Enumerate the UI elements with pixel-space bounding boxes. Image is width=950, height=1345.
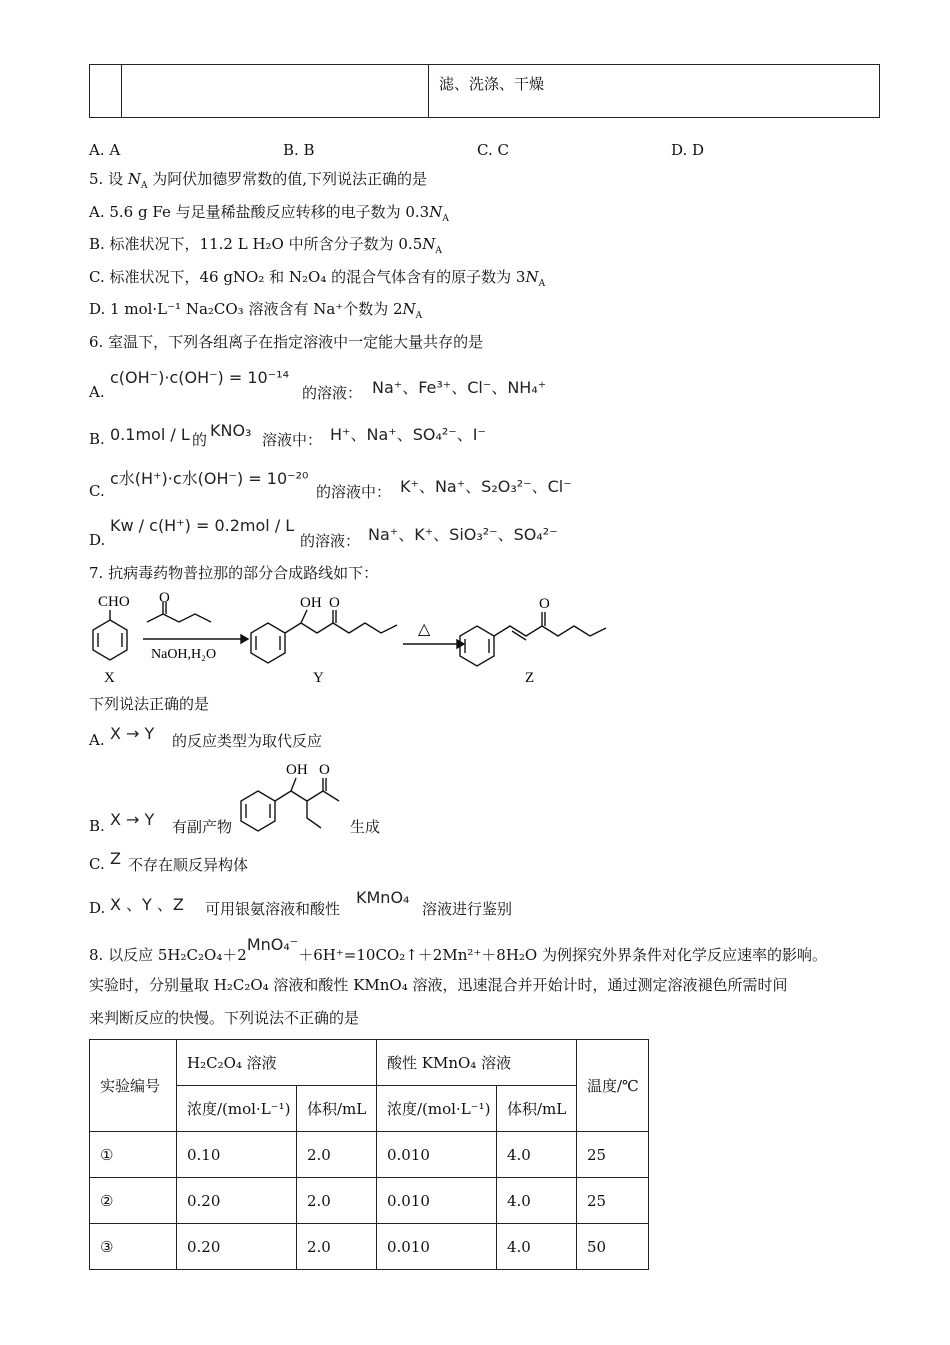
q7-c-text: 不存在顺反异构体 (128, 856, 249, 874)
q4-option-a: A. A (89, 141, 121, 159)
q7-b-label: B. (89, 817, 105, 835)
x-cho-label: CHO (98, 594, 130, 610)
q7-b-tail: 生成 (350, 818, 381, 836)
y-label: Y (313, 670, 324, 686)
header-vol-1: 体积/mL (297, 1086, 377, 1132)
q5-stem: 5. 设 $N_A$ 为阿伏加德罗常数的值,下列说法正确的是 (89, 170, 428, 191)
top-table-cell-2 (122, 65, 429, 118)
q8-line1: 8. 以反应 5H₂C₂O₄＋2MnO₄⁻＋6H⁺=10CO₂↑＋2Mn²⁺＋8H₂O 为例探究外界条件对化学反应速率的影响。 (89, 935, 828, 964)
q5-option-a: A. 5.6 g Fe 与足量稀盐酸反应转移的电子数为 $0.3N_A$ (89, 203, 449, 224)
q7-d-formula2: KMnO₄ (356, 888, 410, 907)
q6-c-text: 的溶液中： (316, 483, 392, 501)
q7-d-text: 可用银氨溶液和酸性 (205, 900, 341, 918)
q7-b-byproduct-structure (236, 758, 354, 833)
q4-option-c: C. C (477, 141, 509, 159)
q5-option-c: C. 标准状况下，46 gNO₂ 和 N₂O₄ 的混合气体含有的原子数为 $3N_A$ (89, 268, 546, 289)
header-exp-id: 实验编号 (90, 1040, 177, 1132)
q6-stem: 6. 室温下，下列各组离子在指定溶液中一定能大量共存的是 (89, 333, 484, 351)
z-o-label: O (539, 596, 550, 612)
heat-label: △ (418, 621, 431, 638)
q7-a-formula: X → Y (110, 724, 155, 743)
q6-a-ions: Na⁺、Fe³⁺、Cl⁻、NH₄⁺ (372, 378, 547, 397)
experiment-table (89, 1039, 649, 1270)
table-row: ② 0.20 2.0 0.010 4.0 25 (90, 1178, 649, 1224)
q6-c-label: C. (89, 482, 105, 500)
q6-b-ions: H⁺、Na⁺、SO₄²⁻、I⁻ (330, 425, 486, 444)
q6-b-text2: 溶液中： (262, 431, 323, 449)
q7-a-text: 的反应类型为取代反应 (172, 732, 323, 750)
q8-line3: 来判断反应的快慢。下列说法不正确的是 (89, 1009, 360, 1027)
q6-b-formula2: KNO₃ (210, 421, 252, 440)
q6-a-formula: c(OH⁻)·c(OH⁻) = 10⁻¹⁴ (110, 368, 289, 387)
x-label: X (104, 670, 115, 686)
q7-a-label: A. (89, 731, 105, 749)
q7-c-formula: Z (110, 849, 121, 868)
q6-c-ions: K⁺、Na⁺、S₂O₃²⁻、Cl⁻ (400, 477, 572, 496)
reagent-ketone (147, 614, 211, 622)
q7-d-tail: 溶液进行鉴别 (422, 900, 513, 918)
header-conc-2: 浓度/(mol·L⁻¹) (377, 1086, 497, 1132)
top-table-cell-3: 滤、洗涤、干燥 (429, 65, 880, 118)
q6-d-formula: Kw / c(H⁺) = 0.2mol / L (110, 516, 295, 535)
q4-option-b: B. B (283, 141, 315, 159)
table-row: ① 0.10 2.0 0.010 4.0 25 (90, 1132, 649, 1178)
y-oh-label: OH (300, 595, 322, 611)
top-table (89, 64, 880, 118)
table-row: ③ 0.20 2.0 0.010 4.0 50 (90, 1224, 649, 1270)
header-kmno4-solution: 酸性 KMnO₄ 溶液 (377, 1040, 577, 1086)
q7-c-label: C. (89, 855, 105, 873)
q5-option-b: B. 标准状况下，11.2 L H₂O 中所含分子数为 $0.5N_A$ (89, 235, 442, 256)
header-conc-1: 浓度/(mol·L⁻¹) (177, 1086, 297, 1132)
q8-line2: 实验时，分别量取 H₂C₂O₄ 溶液和酸性 KMnO₄ 溶液，迅速混合并开始计时，通过测定溶液褪色所需时间 (89, 976, 788, 994)
reagent-conditions: NaOH,H₂O (151, 647, 217, 662)
z-label: Z (525, 670, 535, 686)
q6-b-text1: 的 (192, 431, 208, 449)
top-table-cell-1 (90, 65, 122, 118)
q6-a-label: A. (89, 383, 105, 401)
q6-b-formula: 0.1mol / L (110, 425, 190, 444)
q7-b-text: 有副产物 (172, 818, 233, 836)
q6-d-label: D. (89, 531, 106, 549)
q7-b-formula: X → Y (110, 810, 155, 829)
b-o-label: O (319, 762, 330, 778)
y-o-label: O (329, 595, 340, 611)
header-temperature: 温度/℃ (577, 1040, 649, 1132)
q7-stem: 7. 抗病毒药物普拉那的部分合成路线如下： (89, 564, 379, 582)
reagent-o-label: O (159, 590, 170, 606)
q7-prompt: 下列说法正确的是 (89, 695, 210, 713)
header-vol-2: 体积/mL (497, 1086, 577, 1132)
q6-d-text: 的溶液： (300, 532, 361, 550)
q5-option-d: D. 1 mol·L⁻¹ Na₂CO₃ 溶液含有 Na⁺个数为 $2N_A$ (89, 300, 423, 321)
q6-c-formula: c水(H⁺)·c水(OH⁻) = 10⁻²⁰ (110, 469, 309, 488)
q7-d-formula: X 、Y 、Z (110, 895, 184, 914)
q7-d-label: D. (89, 899, 106, 917)
q4-option-d: D. D (671, 141, 705, 159)
q6-d-ions: Na⁺、K⁺、SiO₃²⁻、SO₄²⁻ (368, 525, 558, 544)
q6-b-label: B. (89, 430, 105, 448)
b-oh-label: OH (286, 762, 308, 778)
header-oxalic-solution: H₂C₂O₄ 溶液 (177, 1040, 377, 1086)
q6-a-text: 的溶液： (302, 384, 363, 402)
q7-synthesis-scheme (85, 590, 615, 690)
